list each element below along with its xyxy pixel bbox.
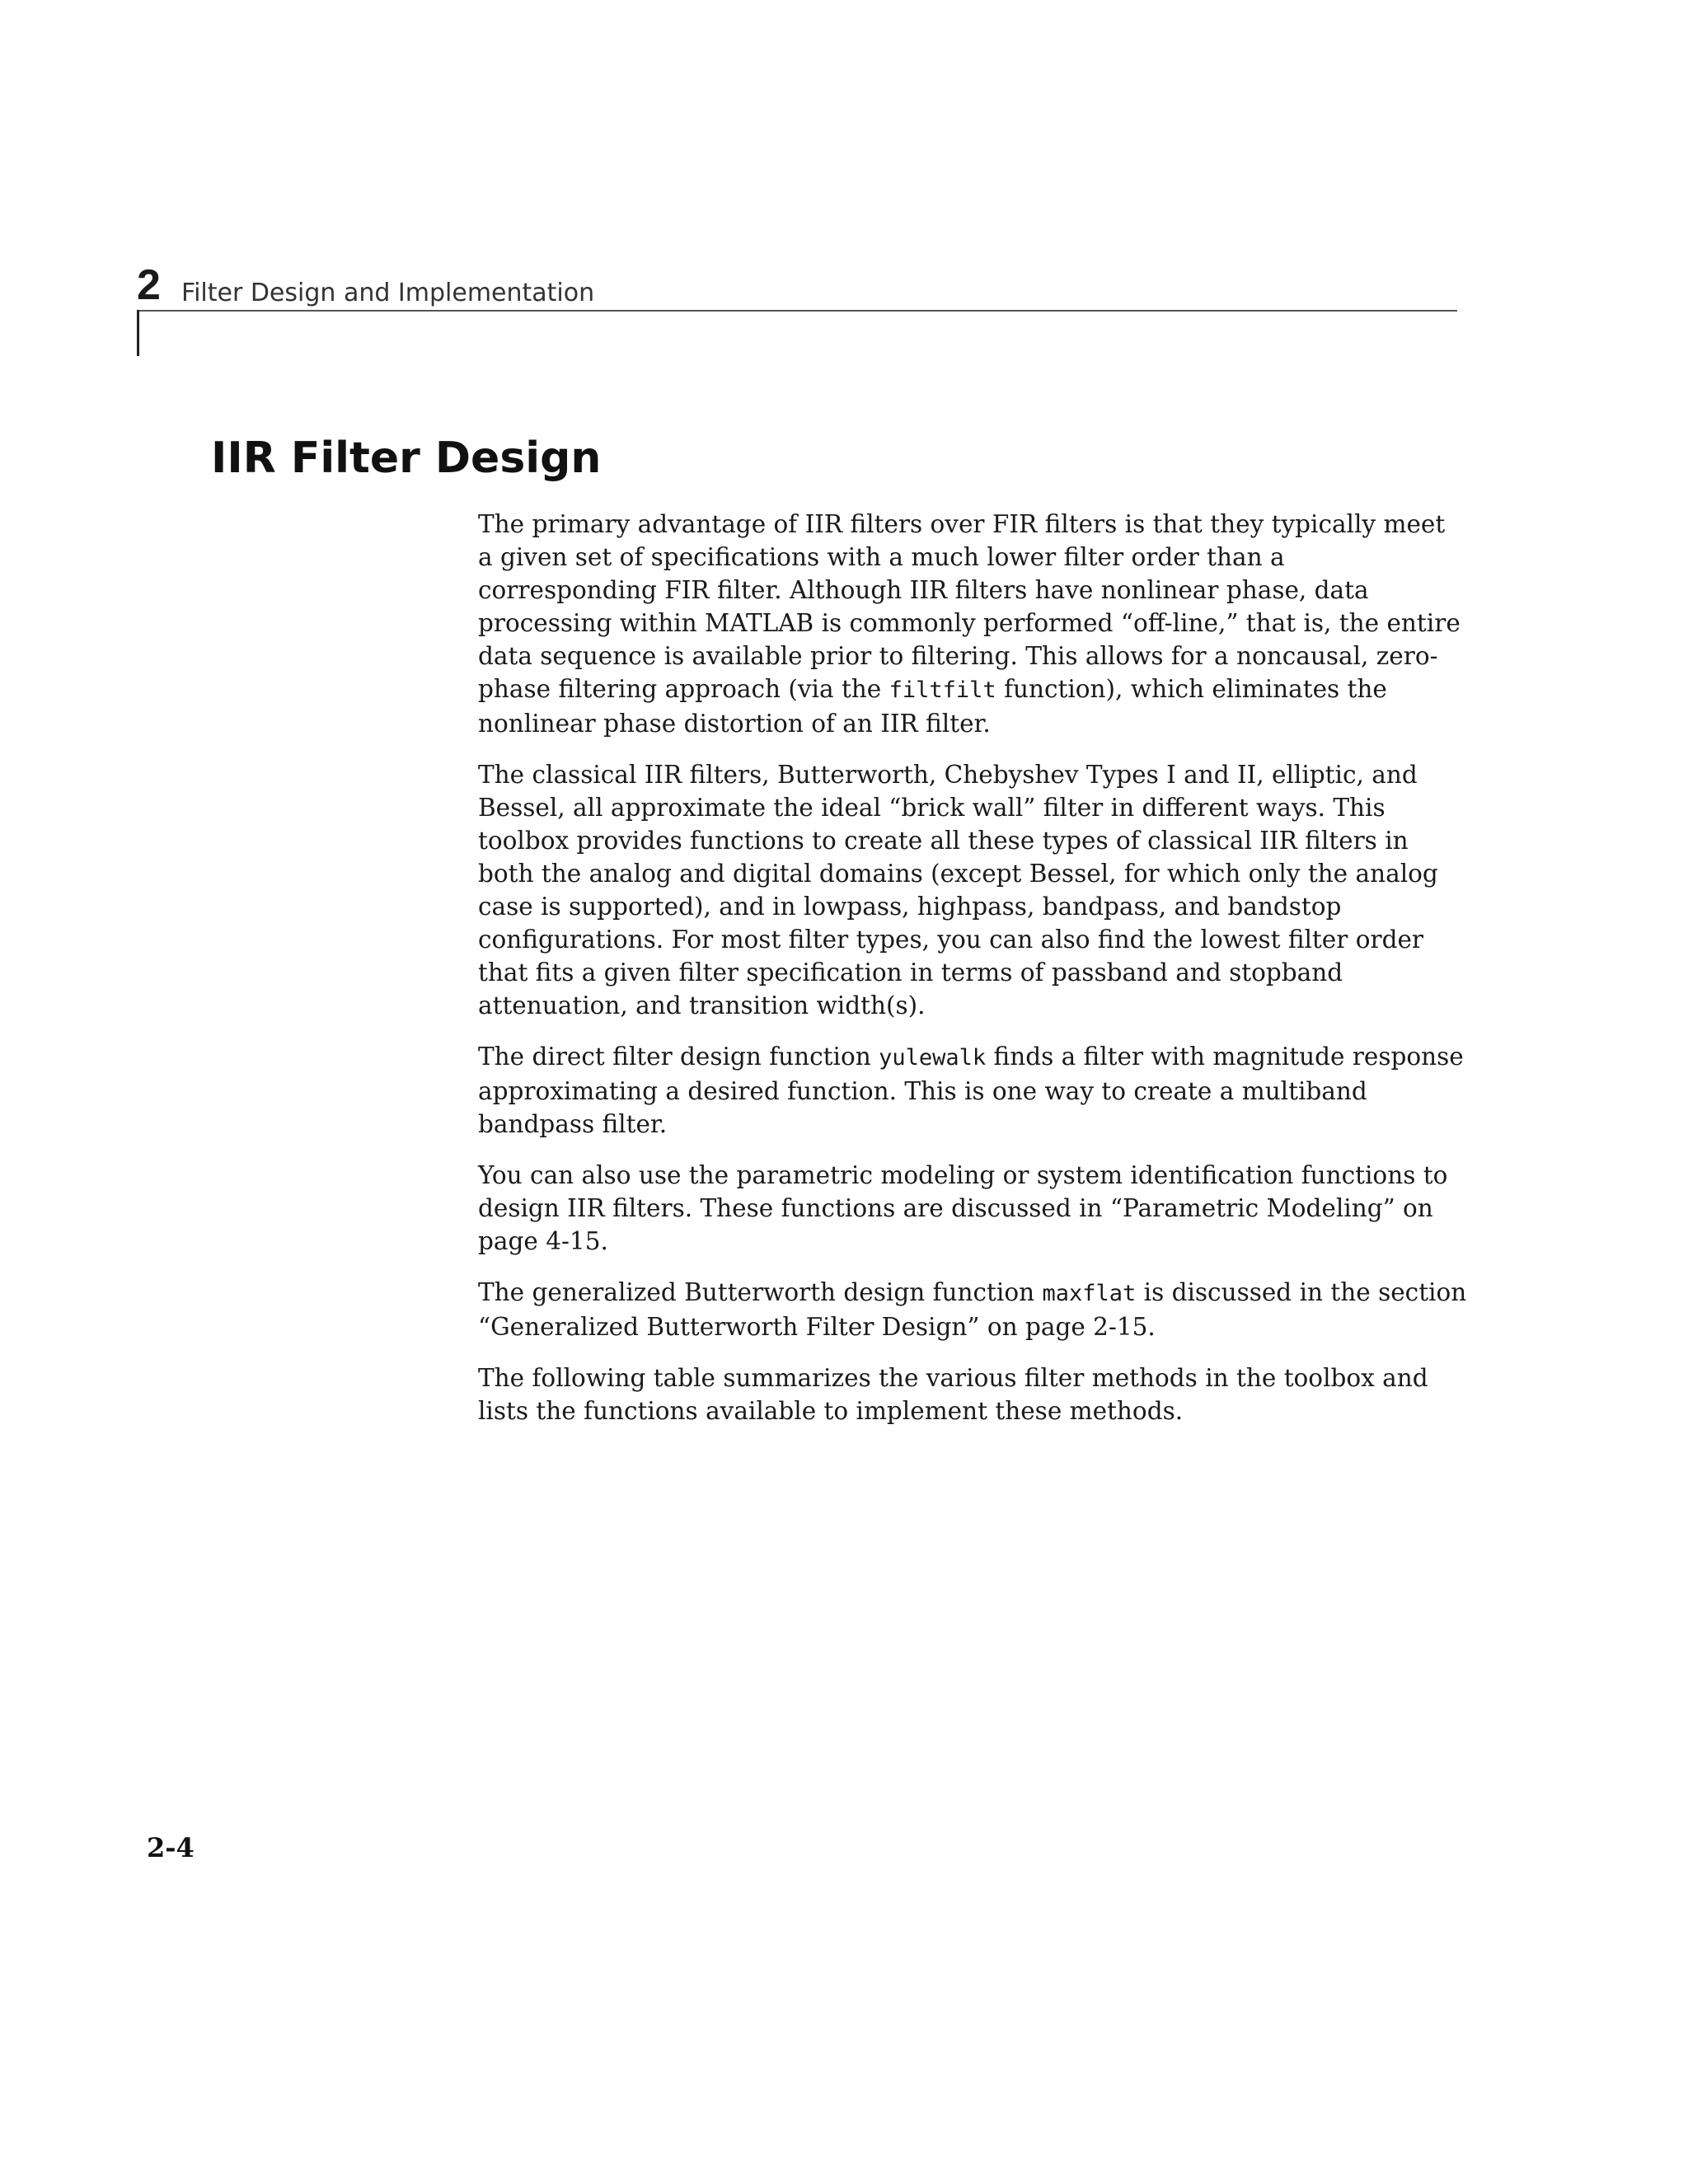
header-rule [137, 310, 1457, 312]
chapter-number: 2 [137, 261, 161, 309]
paragraph-3 [478, 1040, 1467, 1141]
inline-code-maxflat: maxflat [1042, 1281, 1137, 1306]
paragraph-2: The classical IIR filters, Butterworth, Chebyshev Types I and II, elliptic, and Bessel, all approximate the ideal “brick wall” filter in different ways. This toolbox provides functions to create all these types of classical IIR filters in both the analog and digital domains (except Bessel, for which only the analog case is supported), and in lowpass, highpass, bandpass, and bandstop configurations. For most filter types, you can also find the lowest filter order that fits a given filter specification in terms of passband and stopband attenuation, and transition width(s). [478, 761, 1438, 1019]
body-text [478, 508, 1467, 1446]
paragraph-text: The primary advantage of IIR filters over FIR filters is that they typically meet a given set of specifications with a much lower filter order than a corresponding FIR filter. Although IIR filters have nonlinear phase, data processing within MATLAB is commonly performed “off-line,” that is, the entire data sequence is available prior to filtering. This allows for a noncausal, zero-phase filtering approach (via the [478, 510, 1461, 703]
running-header [137, 260, 1457, 315]
page-number: 2-4 [147, 1832, 195, 1863]
paragraph-4: You can also use the parametric modeling or system identification functions to design IIR filters. These functions are discussed in “Parametric Modeling” on page 4-15. [478, 1161, 1448, 1255]
inline-code-yulewalk: yulewalk [879, 1045, 987, 1071]
paragraph-text: finds a filter with magnitude response approximating a desired function. This is one way to create a multiband bandpass filter. [478, 1043, 1464, 1138]
chapter-title: Filter Design and Implementation [181, 279, 595, 307]
paragraph-5 [478, 1276, 1467, 1343]
inline-code-filtfilt: filtfilt [889, 677, 996, 703]
paragraph-text: is discussed in the section “Generalized Butterworth Filter Design” on page 2-15. [478, 1278, 1467, 1341]
paragraph-text: The direct filter design function [478, 1043, 879, 1071]
section-title: IIR Filter Design [211, 434, 602, 483]
header-tick-mark [137, 310, 139, 356]
paragraph-text: The generalized Butterworth design function [478, 1278, 1043, 1306]
paragraph-1 [478, 508, 1467, 740]
paragraph-6: The following table summarizes the various filter methods in the toolbox and lists the functions available to implement these methods. [478, 1364, 1428, 1425]
paragraph-text: function), which eliminates the nonlinear phase distortion of an IIR filter. [478, 675, 1387, 738]
